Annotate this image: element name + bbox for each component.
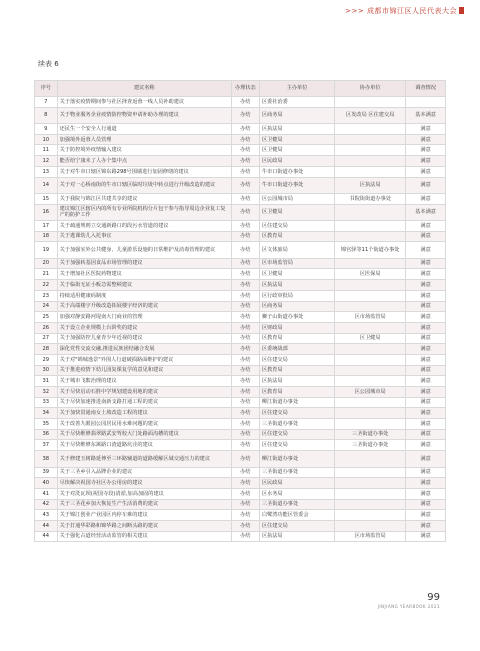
row-survey: 满意 bbox=[406, 440, 446, 451]
row-number: 26 bbox=[35, 322, 58, 333]
row-survey: 满意 bbox=[406, 301, 446, 312]
row-name: 关于落实疫情期间参与社区择查返蓉一线人员补助建议 bbox=[57, 97, 231, 108]
col-header-survey: 调查情况 bbox=[406, 81, 446, 97]
row-survey: 满意 bbox=[406, 312, 446, 323]
row-status: 办结 bbox=[231, 429, 259, 440]
row-name: 关于设立企业规模上台阶奖的建议 bbox=[57, 322, 231, 333]
row-status: 办结 bbox=[231, 365, 259, 376]
row-assist-unit bbox=[335, 322, 406, 333]
row-lead-unit: 区执法局 bbox=[259, 280, 334, 291]
row-number: 44 bbox=[35, 531, 58, 542]
row-lead-unit: 区财政局 bbox=[259, 322, 334, 333]
row-survey: 满意 bbox=[406, 387, 446, 398]
row-status: 办结 bbox=[231, 177, 259, 193]
row-lead-unit: 柳江街道办事处 bbox=[259, 451, 334, 467]
row-assist-unit: 区卫健局 bbox=[335, 333, 406, 344]
row-number: 40 bbox=[35, 478, 58, 489]
row-name: 关于三圣花乡加大恢复生产生活消费的建议 bbox=[57, 499, 231, 510]
row-status: 办结 bbox=[231, 269, 259, 280]
table-row bbox=[35, 124, 446, 135]
table-row bbox=[35, 397, 446, 408]
row-survey: 满意 bbox=[406, 510, 446, 521]
row-name: 关于三圣乡引入品牌企业的建议 bbox=[57, 467, 231, 478]
row-lead-unit: 区卫健局 bbox=[259, 204, 334, 220]
row-lead-unit: 区住建交局 bbox=[259, 220, 334, 231]
row-survey: 满意 bbox=[406, 397, 446, 408]
row-name: 关于对牛市口辖区锦东路298号围墙进行加固修缮的建议 bbox=[57, 166, 231, 177]
row-assist-unit bbox=[335, 301, 406, 312]
header-marker-icon bbox=[459, 7, 464, 14]
row-status: 办结 bbox=[231, 387, 259, 398]
table-row bbox=[35, 344, 446, 355]
row-assist-unit: 区市场监管局 bbox=[335, 531, 406, 542]
row-assist-unit bbox=[335, 354, 406, 365]
row-lead-unit: 三圣街道办事处 bbox=[259, 467, 334, 478]
row-status: 办结 bbox=[231, 510, 259, 521]
row-survey: 满意 bbox=[406, 231, 446, 242]
row-lead-unit: 区住建交局 bbox=[259, 408, 334, 419]
row-number: 28 bbox=[35, 344, 58, 355]
row-name: 关于尽快维修东篱路口渣道路坑洼的建议 bbox=[57, 440, 231, 451]
row-assist-unit bbox=[335, 156, 406, 167]
row-name: 持续适用健康码制度 bbox=[57, 290, 231, 301]
row-name: 关于增加社区医院药物建议 bbox=[57, 269, 231, 280]
row-assist-unit bbox=[335, 231, 406, 242]
table-row bbox=[35, 220, 446, 231]
table-row bbox=[35, 499, 446, 510]
row-survey: 满意 bbox=[406, 177, 446, 193]
row-status: 办结 bbox=[231, 531, 259, 542]
row-lead-unit: 区卫健局 bbox=[259, 134, 334, 145]
row-name: 关于尽快加速推进南新支路打通工程的建议 bbox=[57, 397, 231, 408]
row-survey: 满意 bbox=[406, 333, 446, 344]
row-number: 33 bbox=[35, 397, 58, 408]
table-row bbox=[35, 258, 446, 269]
row-number: 27 bbox=[35, 333, 58, 344]
row-name: 关于改善九眼园公园居民用水难问题的建议 bbox=[57, 419, 231, 430]
row-survey: 满意 bbox=[406, 290, 446, 301]
suggestions-table bbox=[34, 80, 446, 542]
row-status: 办结 bbox=[231, 97, 259, 108]
row-name: 尽快解决祝国寺社区办公用房的建议 bbox=[57, 478, 231, 489]
col-header-assist-unit: 协办单位 bbox=[335, 81, 406, 97]
table-row bbox=[35, 354, 446, 365]
row-survey: 满意 bbox=[406, 365, 446, 376]
row-survey: 满意 bbox=[406, 193, 446, 204]
row-status: 办结 bbox=[231, 301, 259, 312]
row-number: 14 bbox=[35, 177, 58, 193]
table-row bbox=[35, 440, 446, 451]
row-lead-unit: 区商务局 bbox=[259, 301, 334, 312]
row-number: 20 bbox=[35, 258, 58, 269]
row-status: 办结 bbox=[231, 322, 259, 333]
row-status: 办结 bbox=[231, 312, 259, 323]
row-survey: 满意 bbox=[406, 478, 446, 489]
row-assist-unit bbox=[335, 499, 406, 510]
row-number: 9 bbox=[35, 124, 58, 135]
row-assist-unit bbox=[335, 408, 406, 419]
row-status: 办结 bbox=[231, 376, 259, 387]
row-assist-unit bbox=[335, 204, 406, 220]
row-number: 41 bbox=[35, 488, 58, 499]
row-number: 19 bbox=[35, 242, 58, 258]
row-name: 加强境外返蓉人员管理 bbox=[57, 134, 231, 145]
row-name: 关于临街无证小贩急需整顿建议 bbox=[57, 280, 231, 291]
row-number: 21 bbox=[35, 269, 58, 280]
row-number: 11 bbox=[35, 145, 58, 156]
row-name: 关于疏通规则立交通新路口的段污水管道的建议 bbox=[57, 220, 231, 231]
row-survey: 满意 bbox=[406, 499, 446, 510]
table-row bbox=[35, 166, 446, 177]
row-name: 深化党性交流交融,推进民族团结融合发展 bbox=[57, 344, 231, 355]
row-assist-unit bbox=[335, 510, 406, 521]
row-lead-unit: 区住建交局 bbox=[259, 429, 334, 440]
row-number: 17 bbox=[35, 220, 58, 231]
row-assist-unit bbox=[335, 488, 406, 499]
row-status: 办结 bbox=[231, 419, 259, 430]
table-row bbox=[35, 376, 446, 387]
row-name: 关于加快贯通南女上坡改造工程的建议 bbox=[57, 408, 231, 419]
row-assist-unit bbox=[335, 478, 406, 489]
table-row bbox=[35, 429, 446, 440]
row-assist-unit bbox=[335, 397, 406, 408]
page-header bbox=[0, 0, 480, 38]
row-survey: 满意 bbox=[406, 258, 446, 269]
row-number: 38 bbox=[35, 451, 58, 467]
row-number: 30 bbox=[35, 365, 58, 376]
row-status: 办结 bbox=[231, 344, 259, 355]
row-survey: 基本满意 bbox=[406, 204, 446, 220]
row-status: 办结 bbox=[231, 242, 259, 258]
row-status: 办结 bbox=[231, 166, 259, 177]
row-number: 36 bbox=[35, 429, 58, 440]
row-survey: 满意 bbox=[406, 520, 446, 531]
table-row bbox=[35, 97, 446, 108]
row-status: 办结 bbox=[231, 478, 259, 489]
row-survey: 满意 bbox=[406, 134, 446, 145]
row-assist-unit: 书院街街道办事处 bbox=[335, 193, 406, 204]
row-name: 关于加强室外公共健身、儿童游乐设施的日常维护及消毒管理的建议 bbox=[57, 242, 231, 258]
table-row bbox=[35, 312, 446, 323]
row-lead-unit: 柳江街道办事处 bbox=[259, 397, 334, 408]
row-number: 8 bbox=[35, 107, 58, 123]
row-name: 关于推进疫情下幼儿园复课复学的意见和建议 bbox=[57, 365, 231, 376]
row-survey: 满意 bbox=[406, 467, 446, 478]
row-status: 办结 bbox=[231, 193, 259, 204]
row-name: 关于锦江创业产业园区内停车难的建议 bbox=[57, 510, 231, 521]
row-status: 办结 bbox=[231, 451, 259, 467]
row-survey: 满意 bbox=[406, 145, 446, 156]
table-row bbox=[35, 333, 446, 344]
table-row bbox=[35, 134, 446, 145]
row-assist-unit: 区市场监管局 bbox=[335, 312, 406, 323]
row-assist-unit: 锦官驿等11个街道办事处 bbox=[335, 242, 406, 258]
row-assist-unit bbox=[335, 365, 406, 376]
row-survey: 满意 bbox=[406, 451, 446, 467]
table-row bbox=[35, 365, 446, 376]
row-name: 加强对静安路河堤南大门商业的管理 bbox=[57, 312, 231, 323]
row-status: 办结 bbox=[231, 124, 259, 135]
row-assist-unit bbox=[335, 258, 406, 269]
row-survey: 满意 bbox=[406, 531, 446, 542]
row-lead-unit: 区执法局 bbox=[259, 376, 334, 387]
row-survey: 满意 bbox=[406, 124, 446, 135]
table-row bbox=[35, 204, 446, 220]
row-survey: 满意 bbox=[406, 280, 446, 291]
page-number: 99 bbox=[427, 592, 440, 603]
row-status: 办结 bbox=[231, 258, 259, 269]
row-lead-unit: 区执法局 bbox=[259, 124, 334, 135]
row-assist-unit bbox=[335, 467, 406, 478]
row-lead-unit: 区文体旅局 bbox=[259, 242, 334, 258]
row-number: 42 bbox=[35, 499, 58, 510]
row-status: 办结 bbox=[231, 204, 259, 220]
row-assist-unit bbox=[335, 376, 406, 387]
table-row bbox=[35, 301, 446, 312]
table-row bbox=[35, 156, 446, 167]
row-name: 关于强化占道经营活动监管的相关建议 bbox=[57, 531, 231, 542]
row-status: 办结 bbox=[231, 520, 259, 531]
row-status: 办结 bbox=[231, 408, 259, 419]
table-row bbox=[35, 510, 446, 521]
row-status: 办结 bbox=[231, 220, 259, 231]
row-survey bbox=[406, 97, 446, 108]
row-status: 办结 bbox=[231, 499, 259, 510]
table-row bbox=[35, 419, 446, 430]
row-status: 办结 bbox=[231, 107, 259, 123]
row-assist-unit: 三圣街道办事处 bbox=[335, 429, 406, 440]
row-assist-unit bbox=[335, 419, 406, 430]
table-row bbox=[35, 478, 446, 489]
row-lead-unit: 区卫健局 bbox=[259, 269, 334, 280]
row-lead-unit: 区教育局 bbox=[259, 231, 334, 242]
row-number: 32 bbox=[35, 387, 58, 398]
row-name: 能否给宁康未了人办个集中点 bbox=[57, 156, 231, 167]
row-lead-unit: 区教育局 bbox=[259, 387, 334, 398]
table-row bbox=[35, 107, 446, 123]
row-survey: 满意 bbox=[406, 429, 446, 440]
row-assist-unit: 区公园城市局 bbox=[335, 387, 406, 398]
row-number: 25 bbox=[35, 312, 58, 323]
row-lead-unit: 区行政审批局 bbox=[259, 290, 334, 301]
table-row bbox=[35, 193, 446, 204]
row-number: 18 bbox=[35, 231, 58, 242]
row-lead-unit: 区住建交局 bbox=[259, 520, 334, 531]
row-survey: 满意 bbox=[406, 419, 446, 430]
row-lead-unit: 区卫健局 bbox=[259, 145, 334, 156]
table-row bbox=[35, 280, 446, 291]
row-lead-unit: 三圣街道办事处 bbox=[259, 499, 334, 510]
row-number: 16 bbox=[35, 204, 58, 220]
row-name: 关于我院与锦江区共建共享的建议 bbox=[57, 193, 231, 204]
book-title: JINJIANG YEARBOOK 2021 bbox=[377, 604, 440, 609]
row-assist-unit: 三圣街道办事处 bbox=[335, 440, 406, 451]
table-row bbox=[35, 177, 446, 193]
row-assist-unit: 区执法局 bbox=[335, 177, 406, 193]
row-assist-unit bbox=[335, 145, 406, 156]
row-number: 43 bbox=[35, 510, 58, 521]
row-lead-unit: 区民政局 bbox=[259, 478, 334, 489]
row-survey: 满意 bbox=[406, 488, 446, 499]
row-name: 建议锦江区辖区内的所有专业所院机构分片包干参与指导周边企业复工复产的防护工作 bbox=[57, 204, 231, 220]
row-status: 办结 bbox=[231, 231, 259, 242]
row-lead-unit: 区商务局 bbox=[259, 107, 334, 123]
row-lead-unit: 区委社治委 bbox=[259, 97, 334, 108]
row-name: 关于逃课幼儿入托事宜 bbox=[57, 231, 231, 242]
row-number: 24 bbox=[35, 301, 58, 312]
row-status: 办结 bbox=[231, 488, 259, 499]
row-name: 关于加强转基因食品市场管理的建议 bbox=[57, 258, 231, 269]
row-assist-unit bbox=[335, 220, 406, 231]
row-name: 关于打通华彩路和锦华路之间断头路的建议 bbox=[57, 520, 231, 531]
row-name: 关于加强防控儿童青少年近视的建议 bbox=[57, 333, 231, 344]
row-lead-unit: 三圣街道办事处 bbox=[259, 419, 334, 430]
row-survey: 基本满意 bbox=[406, 107, 446, 123]
table-row bbox=[35, 520, 446, 531]
row-name: 关于尽快启动石胜中学规划建设用地的建议 bbox=[57, 387, 231, 398]
row-assist-unit bbox=[335, 280, 406, 291]
row-number: 7 bbox=[35, 97, 58, 108]
row-number: 15 bbox=[35, 193, 58, 204]
row-number: 12 bbox=[35, 156, 58, 167]
row-assist-unit bbox=[335, 520, 406, 531]
row-assist-unit bbox=[335, 290, 406, 301]
row-name: 关于城市飞絮治理的建议 bbox=[57, 376, 231, 387]
row-status: 办结 bbox=[231, 467, 259, 478]
table-row bbox=[35, 231, 446, 242]
row-assist-unit bbox=[335, 134, 406, 145]
table-row bbox=[35, 531, 446, 542]
row-survey: 满意 bbox=[406, 344, 446, 355]
row-name: 关于物业服务企业疫情防控物资申请补助办理的建议 bbox=[57, 107, 231, 123]
row-status: 办结 bbox=[231, 280, 259, 291]
row-assist-unit bbox=[335, 124, 406, 135]
table-row bbox=[35, 145, 446, 156]
table-row bbox=[35, 269, 446, 280]
table-header-row bbox=[35, 81, 446, 97]
row-survey: 满意 bbox=[406, 242, 446, 258]
header-title: >>> 成都市锦江区人民代表大会 bbox=[345, 6, 464, 16]
table-row bbox=[35, 290, 446, 301]
row-number: 35 bbox=[35, 419, 58, 430]
row-assist-unit bbox=[335, 166, 406, 177]
table-row bbox=[35, 467, 446, 478]
row-survey: 满意 bbox=[406, 156, 446, 167]
row-lead-unit: 区教育局 bbox=[259, 365, 334, 376]
col-header-number: 序号 bbox=[35, 81, 58, 97]
table-row bbox=[35, 451, 446, 467]
row-name: 关于对"锦城逸景"外围人行道破损路面维护的建议 bbox=[57, 354, 231, 365]
row-lead-unit: 区教育局 bbox=[259, 333, 334, 344]
row-lead-unit: 区委统战部 bbox=[259, 344, 334, 355]
row-number: 37 bbox=[35, 440, 58, 451]
row-name: 关于尽快维修翡翠路武安驾校大门处路面沟槽的建议 bbox=[57, 429, 231, 440]
row-assist-unit bbox=[335, 97, 406, 108]
row-assist-unit: 区医保局 bbox=[335, 269, 406, 280]
row-assist-unit bbox=[335, 451, 406, 467]
row-number: 31 bbox=[35, 376, 58, 387]
table-row bbox=[35, 242, 446, 258]
row-name: 关于防控境外疫情输入建议 bbox=[57, 145, 231, 156]
row-number: 34 bbox=[35, 408, 58, 419]
row-status: 办结 bbox=[231, 145, 259, 156]
row-lead-unit: 区住建交局 bbox=[259, 354, 334, 365]
row-name: 关于对一心桥南街的牛市口辖区临时垃圾中转点进行升级改造的建议 bbox=[57, 177, 231, 193]
row-lead-unit: 牛市口街道办事处 bbox=[259, 166, 334, 177]
row-status: 办结 bbox=[231, 333, 259, 344]
row-number: 13 bbox=[35, 166, 58, 177]
row-number: 23 bbox=[35, 290, 58, 301]
row-number: 10 bbox=[35, 134, 58, 145]
row-name: 关于修建玉树路延伸至三环路辅道的道路缓解区域交通压力的建议 bbox=[57, 451, 231, 467]
col-header-status: 办理状态 bbox=[231, 81, 259, 97]
row-survey: 满意 bbox=[406, 220, 446, 231]
row-lead-unit: 区住建交局 bbox=[259, 440, 334, 451]
row-lead-unit: 区市场监管局 bbox=[259, 258, 334, 269]
table-row bbox=[35, 408, 446, 419]
row-lead-unit: 区公园城市局 bbox=[259, 193, 334, 204]
row-lead-unit: 区民政局 bbox=[259, 156, 334, 167]
row-number: 22 bbox=[35, 280, 58, 291]
row-status: 办结 bbox=[231, 440, 259, 451]
row-status: 办结 bbox=[231, 134, 259, 145]
row-number: 39 bbox=[35, 467, 58, 478]
row-name: 关于高端楼宇升级改造拓展楼宇经济的建议 bbox=[57, 301, 231, 312]
row-survey: 满意 bbox=[406, 376, 446, 387]
row-status: 办结 bbox=[231, 397, 259, 408]
row-lead-unit: 狮子山街道办事处 bbox=[259, 312, 334, 323]
row-name: 还民生一个安全人行通道 bbox=[57, 124, 231, 135]
row-survey: 满意 bbox=[406, 269, 446, 280]
row-lead-unit: 区水务局 bbox=[259, 488, 334, 499]
row-survey: 满意 bbox=[406, 166, 446, 177]
row-survey: 满意 bbox=[406, 322, 446, 333]
col-header-lead-unit: 主办单位 bbox=[259, 81, 334, 97]
row-status: 办结 bbox=[231, 156, 259, 167]
row-name: 关于对洗瓦坝(祝国寺段)清淤,加高加固的建议 bbox=[57, 488, 231, 499]
row-assist-unit bbox=[335, 344, 406, 355]
row-status: 办结 bbox=[231, 290, 259, 301]
row-lead-unit: 区执法局 bbox=[259, 531, 334, 542]
row-survey: 满意 bbox=[406, 354, 446, 365]
table-row bbox=[35, 387, 446, 398]
row-number: 44 bbox=[35, 520, 58, 531]
row-lead-unit: 白鹭湾功能区管委会 bbox=[259, 510, 334, 521]
row-assist-unit: 区发改局 区住建交局 bbox=[335, 107, 406, 123]
row-survey: 满意 bbox=[406, 408, 446, 419]
row-lead-unit: 牛市口街道办事处 bbox=[259, 177, 334, 193]
table-row bbox=[35, 488, 446, 499]
table-row bbox=[35, 322, 446, 333]
col-header-name: 建议名称 bbox=[57, 81, 231, 97]
row-number: 29 bbox=[35, 354, 58, 365]
table-label: 续表 6 bbox=[38, 60, 59, 68]
row-status: 办结 bbox=[231, 354, 259, 365]
